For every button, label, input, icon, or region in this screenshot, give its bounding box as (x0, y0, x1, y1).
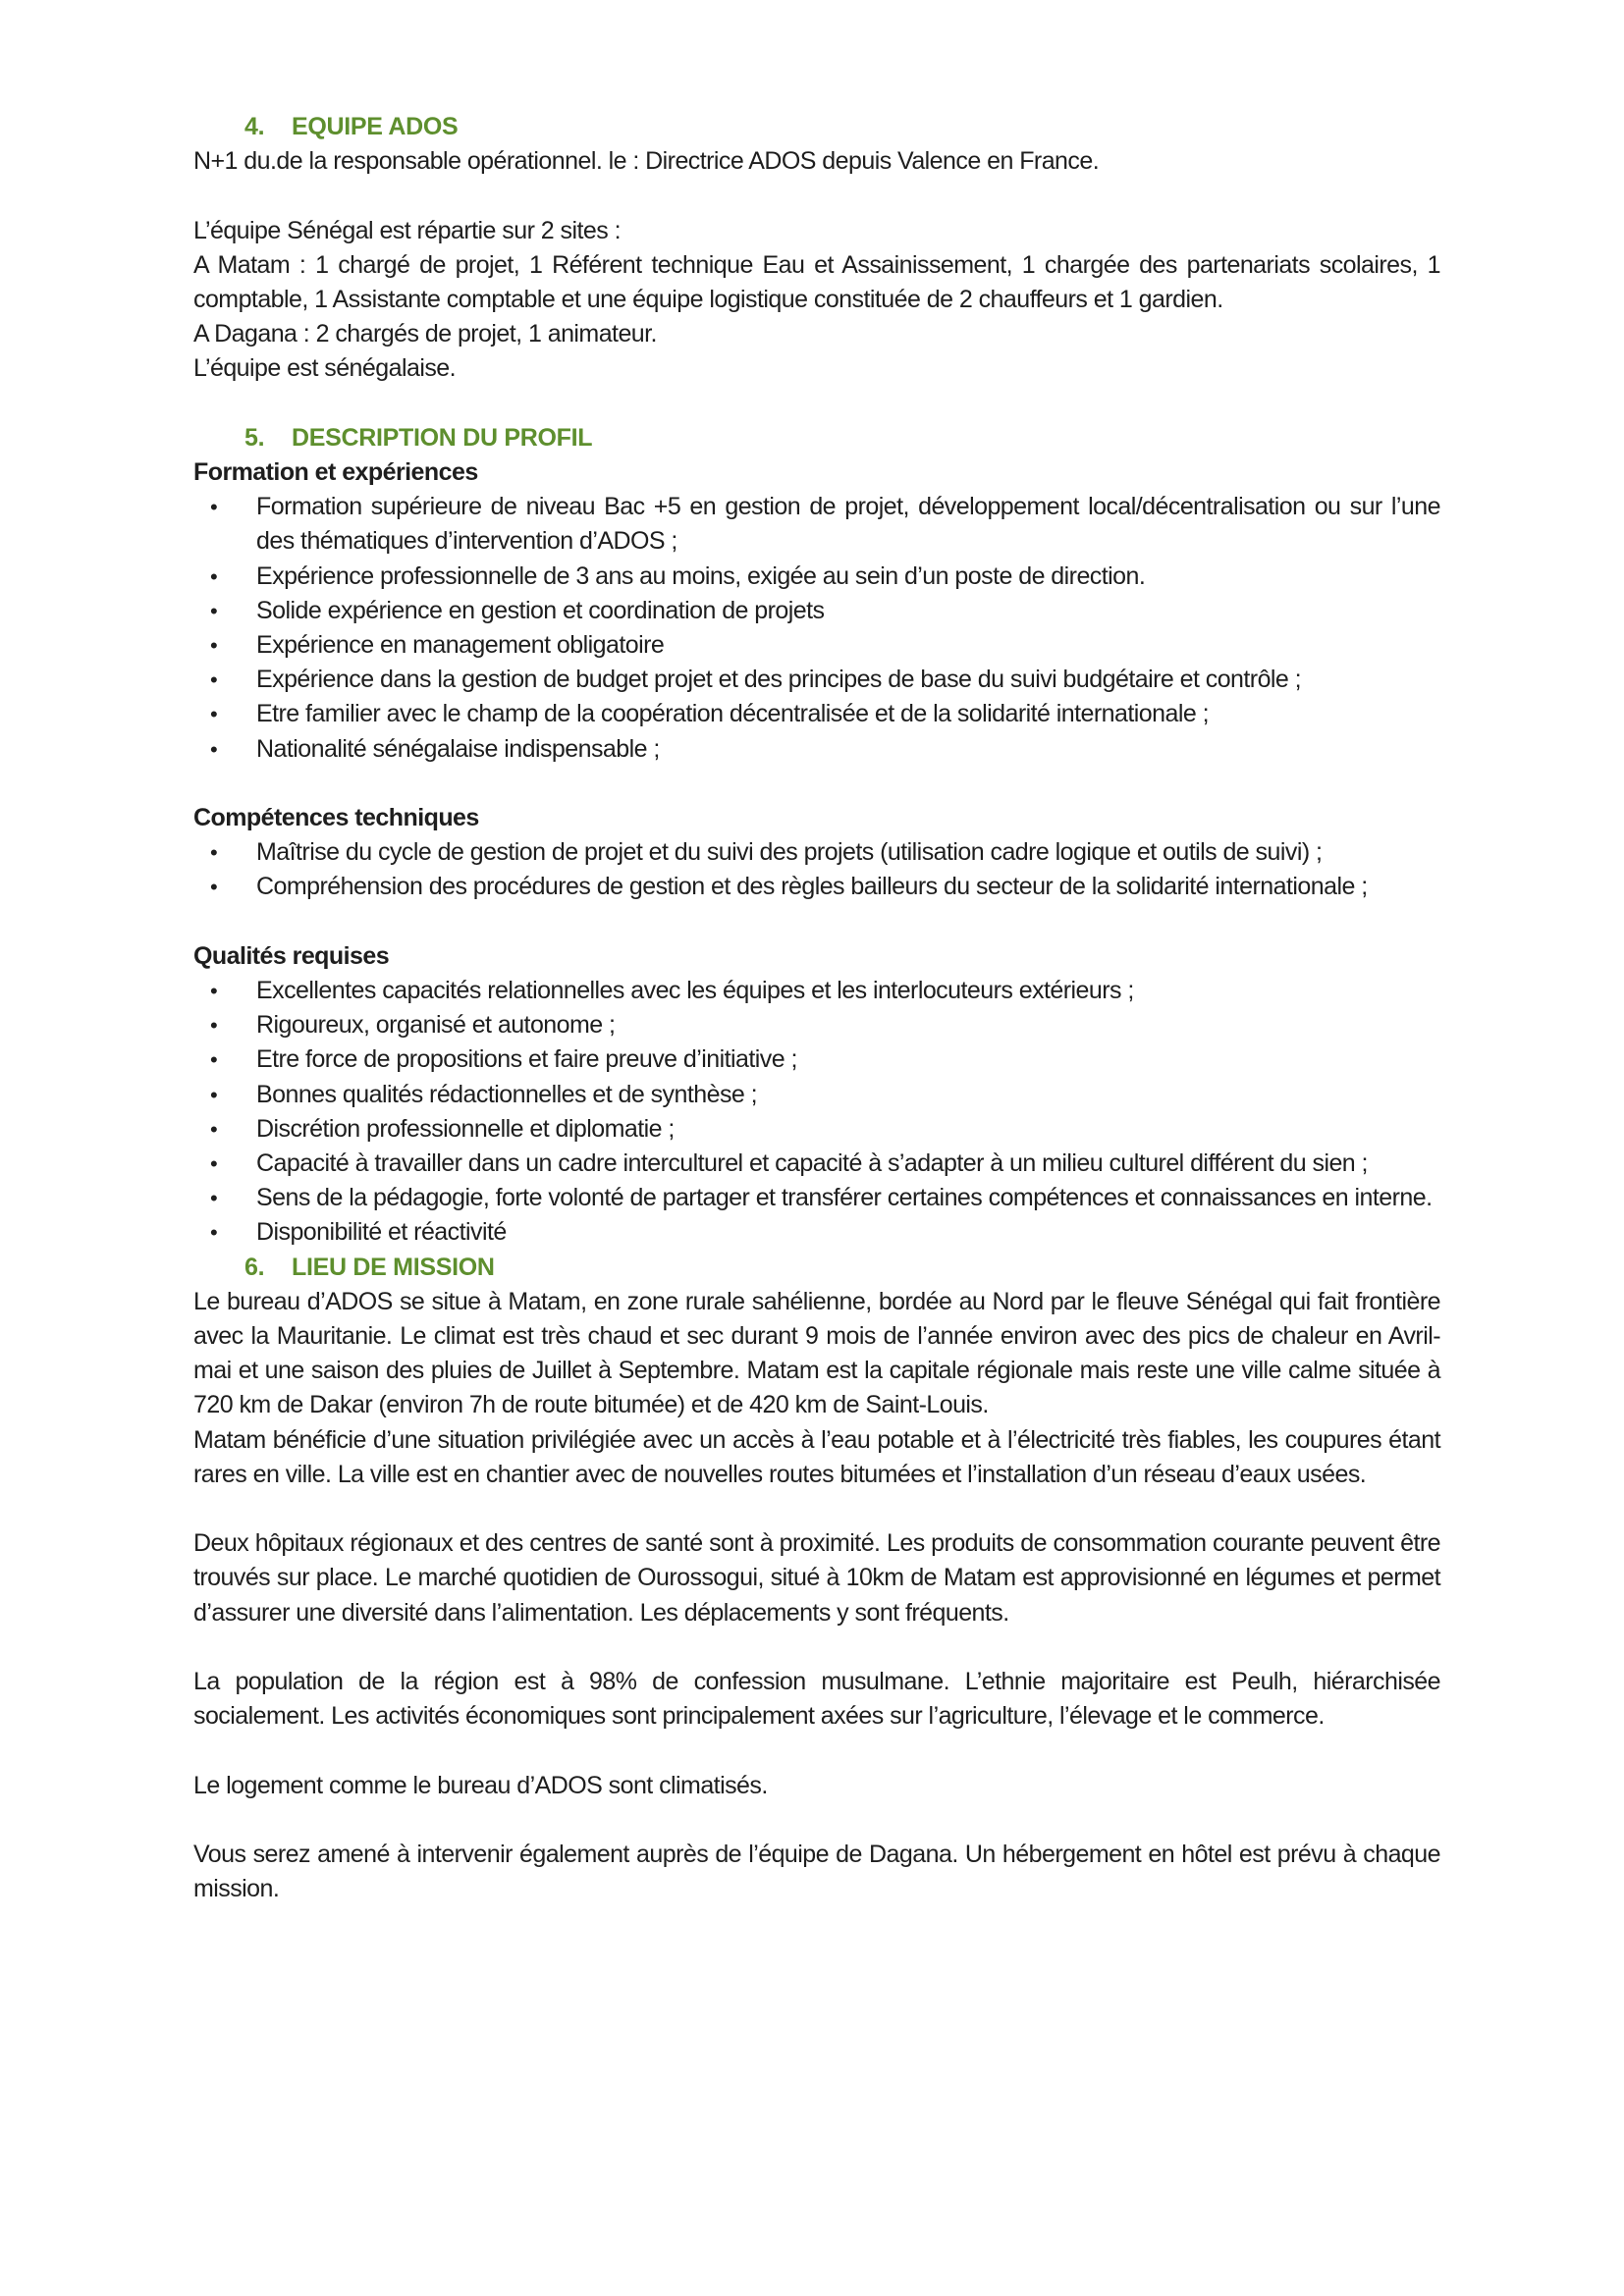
list-item: • Expérience professionnelle de 3 ans au moins, exigée au sein d’un poste de direction. (193, 560, 1440, 594)
bullet-icon: • (210, 1220, 218, 1246)
bullet-icon: • (210, 736, 218, 762)
bullet-icon: • (210, 1186, 218, 1211)
competences-list (193, 835, 1440, 904)
bullet-icon: • (210, 667, 218, 693)
list-item: • Bonnes qualités rédactionnelles et de synthèse ; (193, 1078, 1440, 1112)
subheading-competences: Compétences techniques (193, 803, 479, 831)
bullet-icon: • (210, 875, 218, 900)
section-number: 5. (244, 423, 265, 452)
paragraph: Vous serez amené à intervenir également auprès de l’équipe de Dagana. Un hébergement en hôtel est prévu à chaque mission. (193, 1840, 1440, 1903)
list-item: • Etre familier avec le champ de la coopération décentralisée et de la solidarité internationale ; (193, 697, 1440, 731)
bullet-icon: • (210, 1013, 218, 1039)
formation-list (193, 490, 1440, 767)
section-number: 6. (244, 1253, 265, 1281)
paragraph: Matam bénéficie d’une situation privilégiée avec un accès à l’eau potable et à l’électricité très fiables, les coupures étant rares en ville. La ville est en chantier avec de nouvelles routes bitumées et l’installation d’un réseau d’eaux usées. (193, 1425, 1440, 1488)
list-item: • Excellentes capacités relationnelles avec les équipes et les interlocuteurs extérieurs ; (193, 974, 1440, 1008)
list-item: • Capacité à travailler dans un cadre interculturel et capacité à s’adapter à un milieu culturel différent du sien ; (193, 1147, 1440, 1181)
bullet-icon: • (210, 563, 218, 589)
bullet-icon: • (210, 840, 218, 866)
paragraph: Le bureau d’ADOS se situe à Matam, en zone rurale sahélienne, bordée au Nord par le fleuve Sénégal qui fait frontière avec la Mauritanie. Le climat est très chaud et sec durant 9 mois de l’année environ avec des pics de chaleur en Avril-mai et une saison des pluies de Juillet à Septembre. Matam est la capitale régionale mais reste une ville calme située à 720 km de Dakar (environ 7h de route bitumée) et de 420 km de Saint-Louis. (193, 1287, 1440, 1419)
bullet-icon: • (210, 702, 218, 727)
list-item: • Expérience dans la gestion de budget projet et des principes de base du suivi budgétaire et contrôle ; (193, 663, 1440, 697)
paragraph: N+1 du.de la responsable opérationnel. le : Directrice ADOS depuis Valence en France. (193, 147, 1100, 176)
bullet-icon: • (210, 978, 218, 1003)
bullet-icon: • (210, 1047, 218, 1073)
list-item: • Disponibilité et réactivité (193, 1215, 1440, 1250)
list-item: • Maîtrise du cycle de gestion de projet et du suivi des projets (utilisation cadre logique et outils de suivi) ; (193, 835, 1440, 870)
subheading-formation: Formation et expériences (193, 457, 478, 486)
bullet-icon: • (210, 1116, 218, 1142)
section-title: LIEU DE MISSION (292, 1253, 495, 1281)
section-heading-equipe (244, 110, 1440, 144)
paragraph: A Matam : 1 chargé de projet, 1 Référent technique Eau et Assainissement, 1 chargée des partenariats scolaires, 1 comptable, 1 Assistante comptable et une équipe logistique constituée de 2 chauffeurs et 1 gardien. (193, 250, 1440, 313)
list-item: • Rigoureux, organisé et autonome ; (193, 1008, 1440, 1042)
paragraph: L’équipe Sénégal est répartie sur 2 sites : (193, 216, 621, 244)
list-item: • Solide expérience en gestion et coordination de projets (193, 594, 1440, 628)
list-item: • Etre force de propositions et faire preuve d’initiative ; (193, 1042, 1440, 1077)
subheading-qualites: Qualités requises (193, 941, 390, 970)
list-item: • Compréhension des procédures de gestion et des règles bailleurs du secteur de la solidarité internationale ; (193, 870, 1440, 904)
section-number: 4. (244, 113, 265, 140)
list-item: • Sens de la pédagogie, forte volonté de partager et transférer certaines compétences et connaissances en interne. (193, 1181, 1440, 1215)
section-heading-profil (244, 421, 1440, 455)
bullet-icon: • (210, 495, 218, 520)
bullet-icon: • (210, 1151, 218, 1176)
list-item: • Discrétion professionnelle et diplomatie ; (193, 1112, 1440, 1147)
section-title: DESCRIPTION DU PROFIL (292, 423, 593, 452)
paragraph: L’équipe est sénégalaise. (193, 354, 457, 383)
paragraph: Le logement comme le bureau d’ADOS sont climatisés. (193, 1771, 768, 1799)
bullet-icon: • (210, 632, 218, 658)
paragraph: A Dagana : 2 chargés de projet, 1 animateur. (193, 320, 657, 348)
bullet-icon: • (210, 598, 218, 623)
list-item: • Formation supérieure de niveau Bac +5 en gestion de projet, développement local/décentralisation ou sur l’une des thématiques d’intervention d’ADOS ; (193, 490, 1440, 559)
section-title: EQUIPE ADOS (292, 113, 459, 140)
list-item: • Nationalité sénégalaise indispensable ; (193, 732, 1440, 767)
bullet-icon: • (210, 1082, 218, 1107)
list-item: • Expérience en management obligatoire (193, 628, 1440, 663)
section-heading-lieu (244, 1251, 1440, 1285)
paragraph: La population de la région est à 98% de confession musulmane. L’ethnie majoritaire est Peulh, hiérarchisée socialement. Les activités économiques sont principalement axées sur l’agriculture, l’élevage et le commerce. (193, 1668, 1440, 1731)
paragraph: Deux hôpitaux régionaux et des centres de santé sont à proximité. Les produits de consommation courante peuvent être trouvés sur place. Le marché quotidien de Ourossogui, situé à 10km de Matam est approvisionné en légumes et permet d’assurer une diversité dans l’alimentation. Les déplacements y sont fréquents. (193, 1529, 1440, 1627)
qualites-list (193, 974, 1440, 1251)
document-page (193, 110, 1440, 1906)
